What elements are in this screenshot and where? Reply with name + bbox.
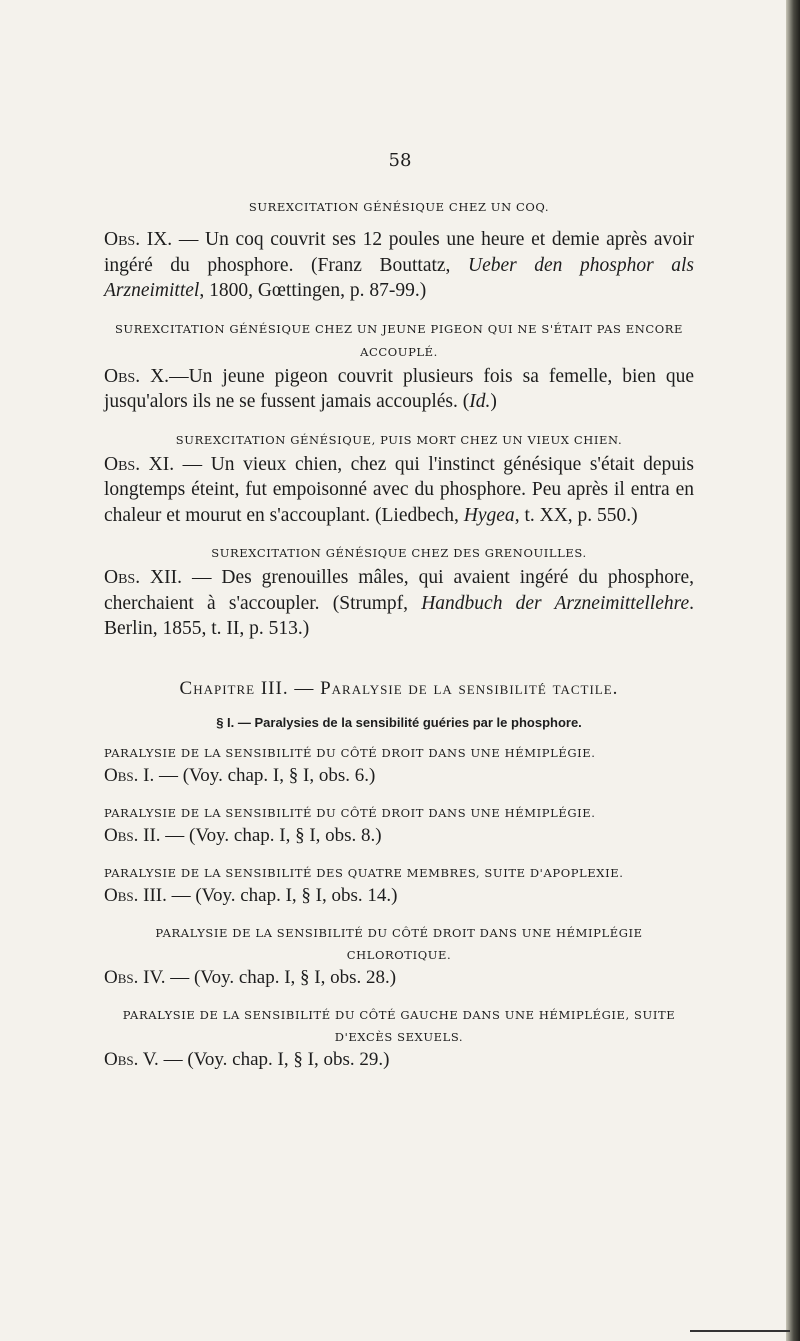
obs-text: — (Voy. chap. I, § I, obs. 14.)	[166, 884, 398, 906]
heading-chien: SUREXCITATION GÉNÉSIQUE, PUIS MORT CHEZ UN VIEUX CHIEN.	[175, 432, 623, 447]
obs-label: Obs. IX.	[104, 229, 173, 250]
obs-label: Obs. V.	[104, 1048, 159, 1070]
observations-list	[104, 742, 694, 1072]
heading-pigeon: SUREXCITATION GÉNÉSIQUE CHEZ UN JEUNE PIGEON QUI NE S'ÉTAIT PAS ENCORE ACCOUPLÉ.	[114, 321, 684, 359]
observation-heading: PARALYSIE DE LA SENSIBILITÉ DU CÔTÉ DROIT DANS UNE HÉMIPLÉGIE.	[104, 745, 596, 760]
observation-item	[104, 922, 694, 990]
obs-citation-title: Hygea	[463, 504, 515, 526]
obs-text: — (Voy. chap. I, § I, obs. 8.)	[160, 824, 382, 846]
obs-xii-paragraph	[104, 565, 694, 642]
obs-label: Obs. III.	[104, 884, 167, 906]
page-number: 58	[388, 150, 412, 171]
observation-item	[104, 802, 694, 848]
section-title: § I. — Paralysies de la sensibilité guéries par le phosphore.	[216, 714, 582, 730]
observation-ref	[104, 764, 694, 788]
observation-item	[104, 742, 694, 788]
obs-label: Obs. XII.	[104, 567, 182, 588]
observation-heading: PARALYSIE DE LA SENSIBILITÉ DES QUATRE MEMBRES, SUITE D'APOPLEXIE.	[104, 865, 624, 880]
obs-citation-tail: , 1800, Gœttingen, p. 87-99.)	[199, 280, 427, 301]
obs-citation-title: Id.	[469, 391, 491, 412]
obs-text: — Un vieux chien, chez qui l'instinct génésique s'était depuis longtemps éteint, fut empoisonné avec du phosphore. Peu après il entra en chaleur et mourut en s'accouplant. (Liedbech,	[104, 453, 694, 526]
obs-text: — (Voy. chap. I, § I, obs. 6.)	[154, 764, 376, 786]
obs-x-paragraph	[104, 364, 694, 415]
obs-citation-tail: , t. XX, p. 550.)	[514, 504, 638, 526]
observation-heading: PARALYSIE DE LA SENSIBILITÉ DU CÔTÉ GAUCHE DANS UNE HÉMIPLÉGIE, SUITE D'EXCÈS SEXUELS.	[122, 1007, 676, 1044]
observation-item	[104, 1004, 694, 1072]
obs-label: Obs. II.	[104, 824, 161, 846]
observation-ref	[104, 884, 694, 908]
obs-text: — Un coq couvrit ses 12 poules une heure et demie après avoir ingéré du phosphore. (Franz Bouttatz,	[104, 229, 694, 276]
observation-item	[104, 862, 694, 908]
chapter-name: Paralysie de la sensibilité tactile.	[320, 677, 619, 699]
observation-ref	[104, 1048, 694, 1072]
chapter-prefix: Chapitre III. —	[179, 677, 321, 699]
page-text	[104, 196, 694, 1072]
obs-xi-paragraph	[104, 452, 694, 529]
obs-label: Obs. IV.	[104, 966, 166, 988]
obs-citation-title: Handbuch der Arzneimittellehre	[421, 592, 690, 614]
obs-label: Obs. X.	[104, 365, 170, 387]
obs-citation-title: Ueber den phosphor als Arzneimittel	[104, 254, 694, 301]
observation-heading: PARALYSIE DE LA SENSIBILITÉ DU CÔTÉ DROIT DANS UNE HÉMIPLÉGIE.	[104, 805, 596, 820]
obs-ix-paragraph	[104, 227, 694, 304]
chapter-title	[104, 676, 694, 702]
page-binding-edge	[786, 0, 800, 1341]
obs-text: — Des grenouilles mâles, qui avaient ingéré du phosphore, cherchaient à s'accoupler. (Strumpf,	[104, 567, 694, 614]
obs-label: Obs. XI.	[104, 453, 175, 475]
obs-text: — (Voy. chap. I, § I, obs. 29.)	[158, 1048, 390, 1070]
obs-citation-tail: . Berlin, 1855, t. II, p. 513.)	[104, 592, 694, 639]
heading-coq: SUREXCITATION GÉNÉSIQUE CHEZ UN COQ.	[248, 200, 550, 214]
observation-ref	[104, 824, 694, 848]
obs-text: —Un jeune pigeon couvrit plusieurs fois sa femelle, bien que jusqu'alors ils ne se fussent jamais accouplés. (	[104, 365, 694, 412]
obs-label: Obs. I.	[104, 764, 155, 786]
obs-text: — (Voy. chap. I, § I, obs. 28.)	[165, 966, 397, 988]
observation-heading: PARALYSIE DE LA SENSIBILITÉ DU CÔTÉ DROIT DANS UNE HÉMIPLÉGIE CHLOROTIQUE.	[155, 925, 643, 962]
obs-citation-tail: )	[490, 391, 497, 412]
heading-grenouilles: SUREXCITATION GÉNÉSIQUE CHEZ DES GRENOUILLES.	[211, 546, 587, 560]
bottom-rule	[690, 1330, 790, 1332]
observation-ref	[104, 966, 694, 990]
